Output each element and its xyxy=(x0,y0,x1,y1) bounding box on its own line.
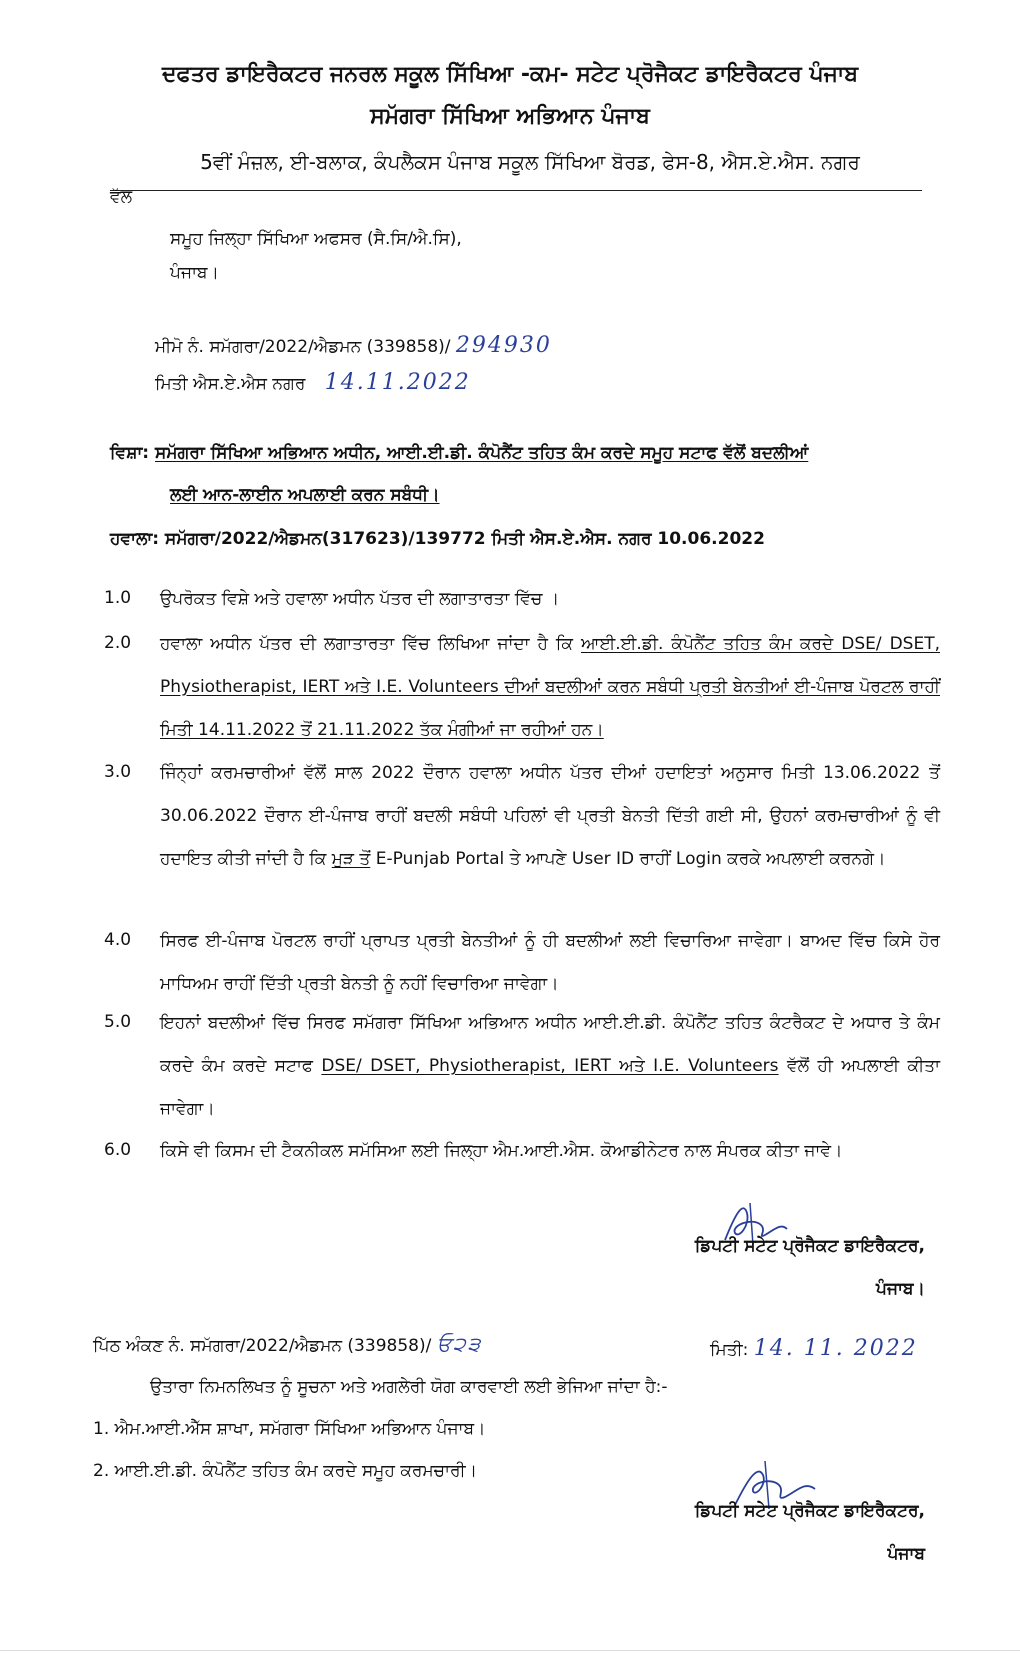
reference-line: ਹਵਾਲਾ: ਸਮੱਗਰਾ/2022/ਐਡਮਨ(317623)/139772 ਮਿਤੀ ਐਸ.ਏ.ਐਸ. ਨਗਰ 10.06.2022 xyxy=(110,529,765,549)
endorsement-date-line xyxy=(710,1338,918,1361)
endorsement-item-1: 1. ਐਮ.ਆਈ.ਐੱਸ ਸ਼ਾਖਾ, ਸਮੱਗਰਾ ਸਿੱਖਿਆ ਅਭਿਆਨ ਪੰਜਾਬ। xyxy=(93,1419,486,1439)
paragraph-6: ਕਿਸੇ ਵੀ ਕਿਸਮ ਦੀ ਟੈਕਨੀਕਲ ਸਮੱਸਿਆ ਲਈ ਜਿਲ੍ਹਾ ਐਮ.ਆਈ.ਐਸ. ਕੋਆਡੀਨੇਟਰ ਨਾਲ ਸੰਪਰਕ ਕੀਤਾ ਜਾਵੇ। xyxy=(160,1141,843,1161)
signature-1-title: ਡਿਪਟੀ ਸਟੇਟ ਪ੍ਰੋਜੈਕਟ ਡਾਇਰੈਕਟਰ, xyxy=(694,1236,925,1256)
subject-text-1: ਸਮੱਗਰਾ ਸਿੱਖਿਆ ਅਭਿਆਨ ਅਧੀਨ, ਆਈ.ਈ.ਡੀ. ਕੰਪੋਨੈਂਟ ਤਹਿਤ ਕੰਮ ਕਰਦੇ ਸਮੂਹ ਸਟਾਫ ਵੱਲੋਂ ਬਦਲੀਆਂ xyxy=(155,443,809,463)
endorsement-intro: ਉਤਾਰਾ ਨਿਮਨਲਿਖਤ ਨੂੰ ਸੂਚਨਾ ਅਤੇ ਅਗਲੇਰੀ ਯੋਗ ਕਾਰਵਾਈ ਲਈ ਭੇਜਿਆ ਜਾਂਦਾ ਹੈ:- xyxy=(150,1377,668,1397)
para-number-3: 3.0 xyxy=(104,762,132,782)
recipient-line-1: ਸਮੂਹ ਜਿਲ੍ਹਾ ਸਿੱਖਿਆ ਅਫਸਰ (ਸੈ.ਸਿ/ਐ.ਸਿ), xyxy=(170,229,462,249)
memo-number-handwritten: 294930 xyxy=(455,333,552,358)
memo-date-label: ਮਿਤੀ ਐਸ.ਏ.ਐਸ ਨਗਰ xyxy=(155,374,306,394)
endorsement-date-label: ਮਿਤੀ: xyxy=(710,1340,749,1360)
paragraph-3-underlined: ਮੁੜ ਤੋਂ xyxy=(331,849,371,869)
department-title: ਸਮੱਗਰਾ ਸਿੱਖਿਆ ਅਭਿਆਨ ਪੰਜਾਬ xyxy=(370,104,650,129)
memo-label: ਮੀਮੋ ਨੰ. ਸਮੱਗਰਾ/2022/ਐਡਮਨ (339858)/ xyxy=(155,337,451,357)
paragraph-1: ਉਪਰੋਕਤ ਵਿਸ਼ੇ ਅਤੇ ਹਵਾਲਾ ਅਧੀਨ ਪੱਤਰ ਦੀ ਲਗਾਤਾਰਤਾ ਵਿੱਚ । xyxy=(160,589,560,609)
signature-2-title: ਡਿਪਟੀ ਸਟੇਟ ਪ੍ਰੋਜੈਕਟ ਡਾਇਰੈਕਟਰ, xyxy=(694,1501,925,1521)
para-number-6: 6.0 xyxy=(104,1140,132,1160)
paragraph-2-underlined: ਆਈ.ਈ.ਡੀ. ਕੰਪੋਨੈਂਟ ਤਹਿਤ ਕੰਮ ਕਰਦੇ DSE/ DSET, Physiotherapist, IERT ਅਤੇ I.E. Volunteers ਦੀਆਂ ਬਦਲੀਆਂ ਕਰਨ ਸਬੰਧੀ ਪ੍ਰਤੀ ਬੇਨਤੀਆਂ ਈ-ਪੰਜਾਬ ਪੋਰਟਲ ਰਾਹੀਂ ਮਿਤੀ 14.11.2022 ਤੋਂ 21.11.2022 ਤੱਕ ਮੰਗੀਆਂ ਜਾ ਰਹੀਆਂ ਹਨ। xyxy=(160,634,940,740)
para-number-4: 4.0 xyxy=(104,930,132,950)
endorsement-label: ਪਿੱਠ ਅੰਕਣ ਨੰ. ਸਮੱਗਰਾ/2022/ਐਡਮਨ (339858)/ xyxy=(93,1336,432,1356)
paragraph-5-text-b: ਵੱਲੋਂ ਹੀ ਅਪਲਾਈ ਕੀਤਾ ਜਾਵੇਗਾ। xyxy=(160,1056,941,1119)
from-label: ਵੱਲ xyxy=(110,187,133,207)
recipient-line-2: ਪੰਜਾਬ। xyxy=(170,263,219,283)
para-number-1: 1.0 xyxy=(104,588,132,608)
memo-line xyxy=(155,335,552,358)
office-address: 5ਵੀਂ ਮੰਜ਼ਲ, ਈ-ਬਲਾਕ, ਕੰਪਲੈਕਸ ਪੰਜਾਬ ਸਕੂਲ ਸਿੱਖਿਆ ਬੋਰਡ, ਫੇਸ-8, ਐਸ.ਏ.ਐਸ. ਨਗਰ xyxy=(200,150,860,174)
signature-1-state: ਪੰਜਾਬ। xyxy=(876,1279,925,1299)
paragraph-3-text-b: E-Punjab Portal ਤੇ ਆਪਣੇ User ID ਰਾਹੀਂ Login ਕਰਕੇ ਅਪਲਾਈ ਕਰਨਗੇ। xyxy=(370,849,886,869)
paragraph-5-text-a: ਇਹਨਾਂ ਬਦਲੀਆਂ ਵਿੱਚ ਸਿਰਫ ਸਮੱਗਰਾ ਸਿੱਖਿਆ ਅਭਿਆਨ ਅਧੀਨ ਆਈ.ਈ.ਡੀ. ਕੰਪੋਨੈਂਟ ਤਹਿਤ ਕੰਟਰੈਕਟ ਦੇ ਅਧਾਰ ਤੇ ਕੰਮ ਕਰਦੇ ਕੰਮ ਕਰਦੇ ਸਟਾਫ xyxy=(160,1013,940,1076)
paragraph-5-underlined: DSE/ DSET, Physiotherapist, IERT ਅਤੇ I.E. Volunteers xyxy=(321,1056,779,1076)
paragraph-2 xyxy=(160,623,940,752)
paragraph-3 xyxy=(160,752,940,881)
endorsement-line xyxy=(93,1333,482,1357)
endorsement-number-handwritten: ਓ੨੩ xyxy=(436,1332,482,1356)
paragraph-3-text-a: ਜਿੰਨ੍ਹਾਂ ਕਰਮਚਾਰੀਆਂ ਵੱਲੋਂ ਸਾਲ 2022 ਦੌਰਾਨ ਹਵਾਲਾ ਅਧੀਨ ਪੱਤਰ ਦੀਆਂ ਹਦਾਇਤਾਂ ਅਨੁਸਾਰ ਮਿਤੀ 13.06.2022 ਤੋਂ 30.06.2022 ਦੌਰਾਨ ਈ-ਪੰਜਾਬ ਰਾਹੀਂ ਬਦਲੀ ਸਬੰਧੀ ਪਹਿਲਾਂ ਵੀ ਪ੍ਰਤੀ ਬੇਨਤੀ ਦਿੱਤੀ ਗਈ ਸੀ, ਉਹਨਾਂ ਕਰਮਚਾਰੀਆਂ ਨੂੰ ਵੀ ਹਦਾਇਤ ਕੀਤੀ ਜਾਂਦੀ ਹੈ ਕਿ xyxy=(160,763,940,869)
subject-text-2: ਲਈ ਆਨ-ਲਾਈਨ ਅਪਲਾਈ ਕਰਨ ਸਬੰਧੀ। xyxy=(170,485,440,505)
paragraph-2-text: ਹਵਾਲਾ ਅਧੀਨ ਪੱਤਰ ਦੀ ਲਗਾਤਾਰਤਾ ਵਿੱਚ ਲਿਖਿਆ ਜਾਂਦਾ ਹੈ ਕਿ xyxy=(160,634,581,654)
paragraph-5 xyxy=(160,1002,940,1131)
para-number-2: 2.0 xyxy=(104,633,132,653)
para-number-5: 5.0 xyxy=(104,1012,132,1032)
memo-date-line xyxy=(155,372,471,395)
header-divider xyxy=(110,190,922,191)
paragraph-4: ਸਿਰਫ ਈ-ਪੰਜਾਬ ਪੋਰਟਲ ਰਾਹੀਂ ਪ੍ਰਾਪਤ ਪ੍ਰਤੀ ਬੇਨਤੀਆਂ ਨੂੰ ਹੀ ਬਦਲੀਆਂ ਲਈ ਵਿਚਾਰਿਆ ਜਾਵੇਗਾ। ਬਾਅਦ ਵਿੱਚ ਕਿਸੇ ਹੋਰ ਮਾਧਿਅਮ ਰਾਹੀਂ ਦਿੱਤੀ ਪ੍ਰਤੀ ਬੇਨਤੀ ਨੂੰ ਨਹੀਂ ਵਿਚਾਰਿਆ ਜਾਵੇਗਾ। xyxy=(160,931,940,994)
endorsement-date-handwritten: 14. 11. 2022 xyxy=(753,1336,918,1361)
scan-edge xyxy=(0,1650,1020,1651)
subject-line-1 xyxy=(110,442,950,464)
endorsement-item-2: 2. ਆਈ.ਈ.ਡੀ. ਕੰਪੋਨੈਂਟ ਤਹਿਤ ਕੰਮ ਕਰਦੇ ਸਮੂਹ ਕਰਮਚਾਰੀ। xyxy=(93,1461,478,1481)
memo-date-handwritten: 14.11.2022 xyxy=(324,370,471,395)
office-title: ਦਫਤਰ ਡਾਇਰੈਕਟਰ ਜਨਰਲ ਸਕੂਲ ਸਿੱਖਿਆ -ਕਮ- ਸਟੇਟ ਪ੍ਰੋਜੈਕਟ ਡਾਇਰੈਕਟਰ ਪੰਜਾਬ xyxy=(161,62,859,87)
subject-label: ਵਿਸ਼ਾ: xyxy=(110,443,150,463)
signature-2-state: ਪੰਜਾਬ xyxy=(887,1544,925,1564)
